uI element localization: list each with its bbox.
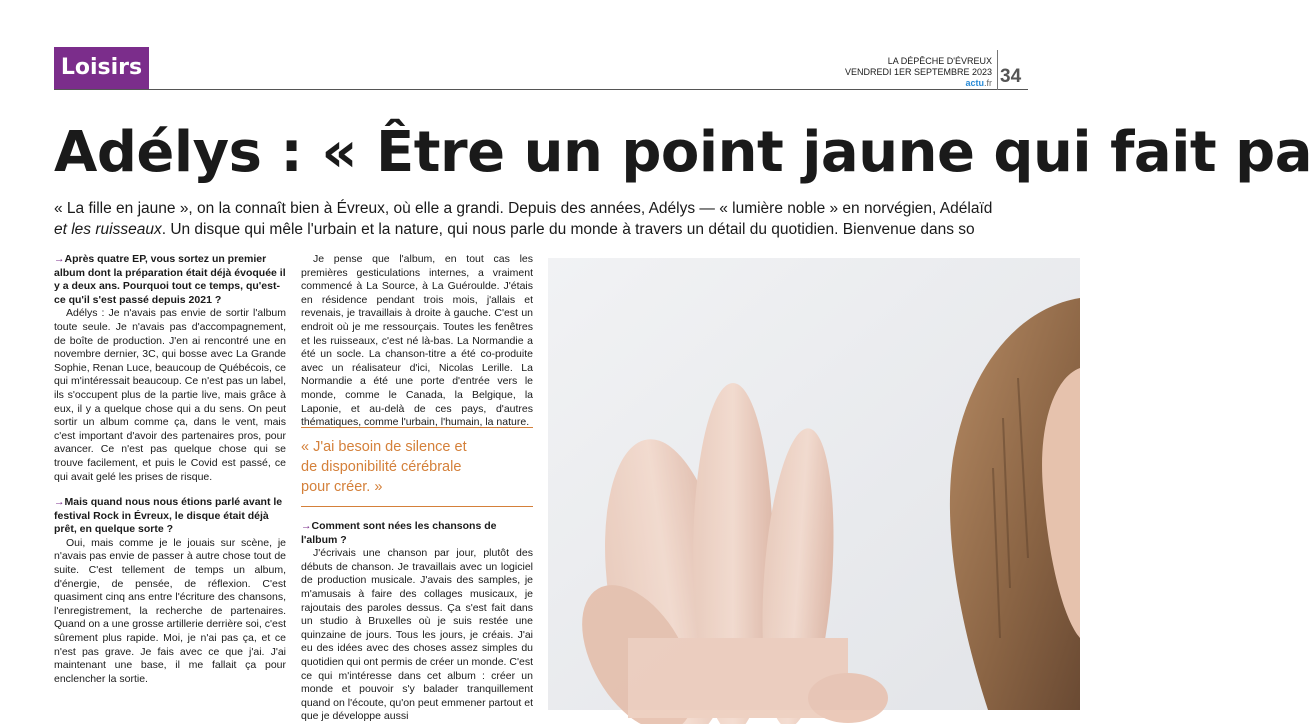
section-tag <box>54 47 149 90</box>
page-number: 34 <box>1000 66 1022 87</box>
pull-quote <box>301 427 533 507</box>
question-3 <box>301 520 533 547</box>
question-1 <box>54 253 286 307</box>
pull-quote-line-1: « J'ai besoin de silence et <box>301 439 467 455</box>
text-column-1 <box>54 253 286 686</box>
header-rule <box>54 89 1028 90</box>
question-2-text: Mais quand nous nous étions parlé avant le festival Rock in Évreux, le disque était déjà prêt, en quelque sorte ? <box>54 496 283 536</box>
answer-2: Oui, mais comme je le jouais sur scène, je n'avais pas envie de passer à autre chose tout de suite. C'est tellement de temps un album, d'énergie, de pensée, de réflexion. C'est quasiment cinq ans entre l'écriture des chansons, l'enregistrement, la recherche de partenaires. Quand on a une grosse artillerie derrière soi, c'est sûrement plus rapide. Moi, je n'ai pas ça, et ce n'est pas grave. Je fais avec ce que j'ai. J'ai maintenant une base, il me fallait ça pour enclencher la sortie. <box>54 536 286 685</box>
site-name: actu <box>965 78 984 88</box>
answer-2-continued: Je pense que l'album, en tout cas les premières gesticulations internes, a vraiment commencé à La Source, à La Guéroulde. J'étais en résidence pendant trois mois, j'allais et revenais, je travaillais à droite à gauche. C'est un endroit où je me ressourçais. Toutes les fenêtres et les ruisseaux, c'est né là-bas. La Normandie a été un socle. La chanson-titre a été co-produite avec un réalisateur d'ici, Nicolas Lerille. La Normandie a été une porte d'entrée vers le monde, comme le Canada, la Belgique, la Laponie, et au-delà de ces pays, d'autres thématiques, comme l'urbain, l'humain, la nature. <box>301 253 533 429</box>
artist-photo-illustration <box>548 258 1080 710</box>
standfirst-line-2-rest: . Un disque qui mêle l'urbain et la nature, qui nous parle du monde à travers un détail du quotidien. Bienvenue dans so <box>161 221 975 238</box>
pull-quote-line-3: pour créer. » <box>301 479 383 495</box>
arrow-icon: → <box>54 253 65 265</box>
question-2 <box>54 496 286 537</box>
answer-1: Adélys : Je n'avais pas envie de sortir l'album toute seule. Je n'avais pas d'accompagnement, de boîte de production. J'en ai rencontré une en novembre dernier, 3C, qui bosse avec La Grande Sophie, Renan Luce, beaucoup de Québécois, ce qui m'intéressait beaucoup. Ce n'est pas un label, ils s'occupent plus de la partie live, mais grâce à eux, il y a quelque chose qui a du sens. On peut sortir un album comme ça, dans le vent, mais c'est important d'avoir des partenaires pros, pour avancer. Ce n'est pas quelque chose qui se trouve facilement, et puis le Covid est passé, ce qui avait gelé les prises de risque. <box>54 307 286 483</box>
pull-quote-line-2: de disponibilité cérébrale <box>301 459 462 475</box>
text-column-2-lower <box>301 520 533 724</box>
standfirst-line-1: « La fille en jaune », on la connaît bien à Évreux, où elle a grandi. Depuis des années, Adélys — « lumière noble » en norvégien, Adélaïd <box>54 200 993 217</box>
arrow-icon: → <box>54 496 65 509</box>
masthead <box>845 56 992 89</box>
text-column-2 <box>301 253 533 430</box>
site-tld: .fr <box>984 78 992 88</box>
artist-photo <box>548 258 1080 710</box>
standfirst <box>54 198 1154 240</box>
question-1-text: Après quatre EP, vous sortez un premier album dont la préparation était déjà évoquée il y a deux ans. Pourquoi tout ce temps, qu'est-ce qu'il s'est passé depuis 2021 ? <box>54 253 286 306</box>
arrow-icon: → <box>301 520 312 532</box>
answer-3: J'écrivais une chanson par jour, plutôt des débuts de chanson. Je travaillais avec un logiciel de production musicale. J'avais des samples, je m'amusais à faire des collages musicaux, je rajoutais des paroles dessus. Ça s'est fait dans un studio à Bruxelles où je suis restée une quinzaine de jours. Tous les jours, je créais. J'ai eu des idées avec des choses assez simples du quotidien qui ont permis de créer un monde. C'est ce qui m'intéresse dans cet album : créer un monde et pouvoir s'y balader tranquillement quand on l'écoute, qu'on peut emmener partout et que je développe aussi <box>301 547 533 723</box>
publication-date: VENDREDI 1ER SEPTEMBRE 2023 <box>844 67 992 77</box>
page-divider <box>997 50 998 90</box>
newspaper-name: LA DÉPÊCHE D'ÉVREUX <box>887 56 992 66</box>
question-3-text: Comment sont nées les chansons de l'album ? <box>301 520 497 546</box>
headline: Adélys : « Être un point jaune qui fait pa <box>54 120 1312 185</box>
site-link[interactable] <box>845 78 992 89</box>
album-title: et les ruisseaux <box>54 221 162 238</box>
standfirst-line-2 <box>54 219 1154 240</box>
section-label: Loisirs <box>60 55 143 80</box>
